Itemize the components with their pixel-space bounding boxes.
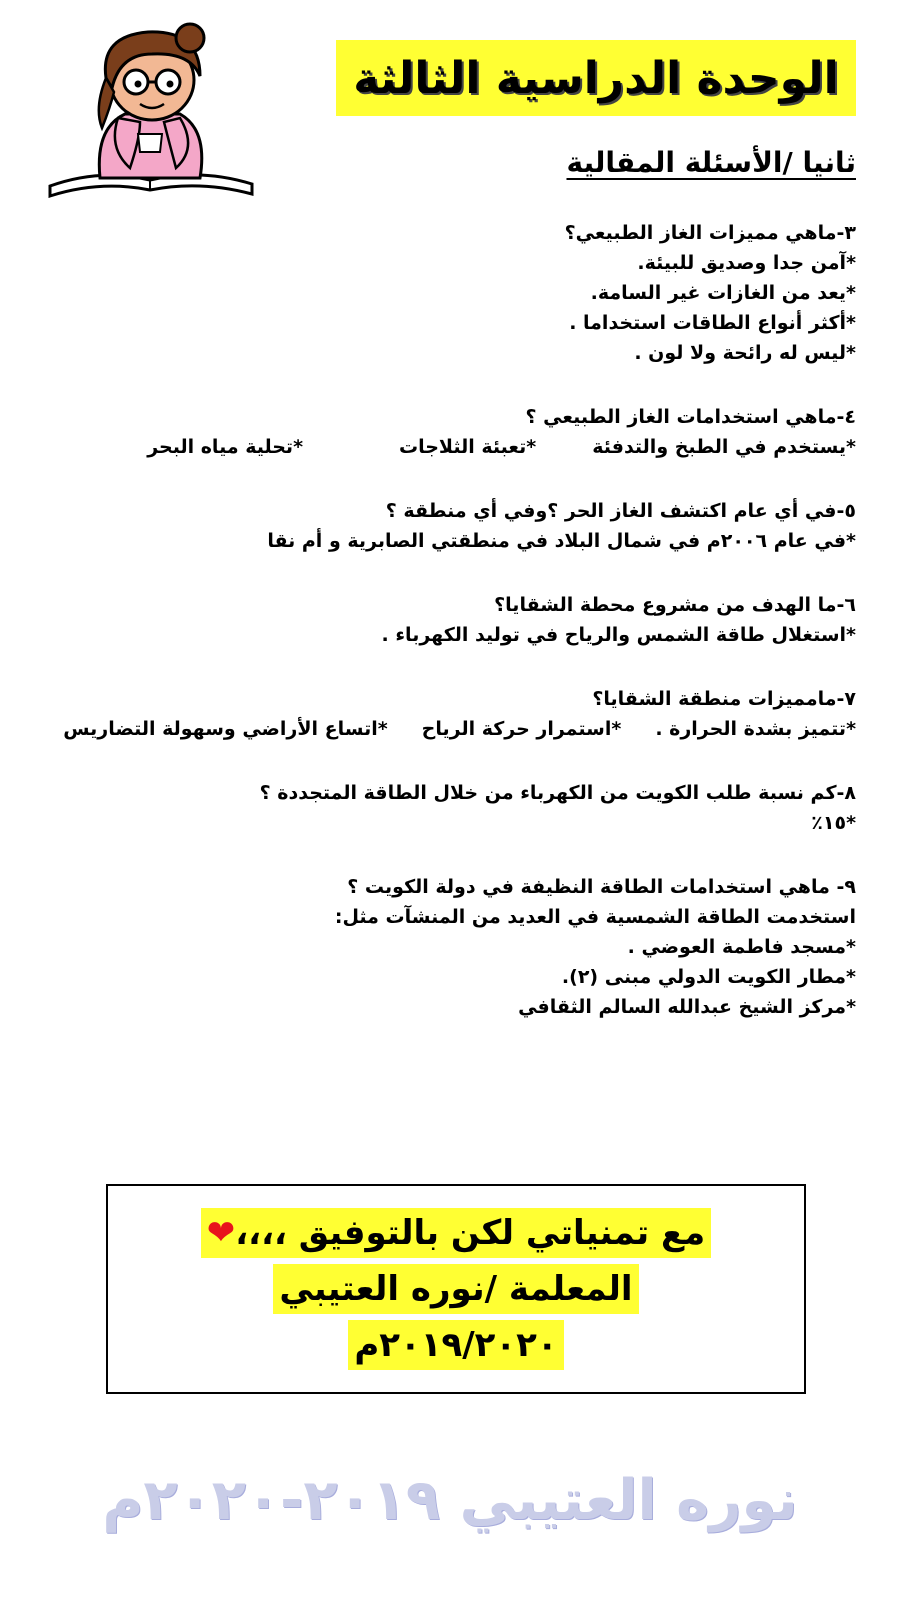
closing-wishes [201, 1208, 711, 1258]
answer-item: *ليس له رائحة ولا لون . [634, 342, 856, 364]
answer-item: *اتساع الأراضي وسهولة التضاريس [63, 718, 388, 740]
answer-item: *تعبئة الثلاجات [399, 436, 537, 458]
girl-reading-illustration [40, 18, 270, 198]
question-text: ٥-في أي عام اكتشف الغاز الحر ؟وفي أي منطقة ؟ [385, 500, 856, 522]
unit-title: الوحدة الدراسية الثالثة [353, 52, 839, 104]
closing-wishes-text: مع تمنياتي لكن بالتوفيق ،،،، [235, 1213, 706, 1253]
section-heading: ثانيا /الأسئلة المقالية [566, 146, 856, 179]
question-block-3 [36, 218, 856, 368]
question-text: ٨-كم نسبة طلب الكويت من الكهرباء من خلال الطاقة المتجددة ؟ [259, 782, 856, 804]
answer-item: *مطار الكويت الدولي مبنى (٢). [561, 966, 856, 988]
answer-item: *أكثر أنواع الطاقات استخداما . [569, 312, 856, 334]
essay-questions [36, 218, 856, 1022]
question-block-6 [36, 590, 856, 650]
answer-item: *استغلال طاقة الشمس والرياح في توليد الكهرباء . [381, 624, 856, 646]
question-block-9 [36, 872, 856, 1022]
watermark: نوره العتيبي ٢٠١٩-٢٠٢٠م [102, 1468, 798, 1533]
answer-item: *مسجد فاطمة العوضي . [627, 936, 856, 958]
answer-item: *يعد من الغازات غير السامة. [590, 282, 856, 304]
question-text: ٩- ماهي استخدامات الطاقة النظيفة في دولة الكويت ؟ [347, 876, 856, 898]
answer-item: *آمن جدا وصديق للبيئة. [637, 252, 856, 274]
question-text: ٤-ماهي استخدامات الغاز الطبيعي ؟ [525, 406, 856, 428]
answer-item: *١٥٪ [811, 812, 856, 834]
teacher-name: المعلمة /نوره العتيبي [273, 1264, 638, 1314]
answer-row [36, 714, 856, 744]
answer-intro: استخدمت الطاقة الشمسية في العديد من المنشآت مثل: [334, 906, 856, 928]
answer-item: *في عام ٢٠٠٦م في شمال البلاد في منطقتي الصابرية و أم نقا [267, 530, 856, 552]
question-block-8 [36, 778, 856, 838]
unit-title-banner [336, 40, 856, 116]
answer-item: *استمرار حركة الرياح [421, 718, 622, 740]
question-text: ٧-مامميزات منطقة الشقايا؟ [592, 688, 856, 710]
closing-box [106, 1184, 806, 1394]
question-block-5 [36, 496, 856, 556]
question-block-4 [36, 402, 856, 462]
question-block-7 [36, 684, 856, 744]
question-text: ٣-ماهي مميزات الغاز الطبيعي؟ [564, 222, 856, 244]
question-text: ٦-ما الهدف من مشروع محطة الشقايا؟ [494, 594, 856, 616]
heart-icon: ❤ [206, 1213, 236, 1253]
school-year: ٢٠١٩/٢٠٢٠م [348, 1320, 563, 1370]
answer-row [36, 432, 856, 462]
answer-item: *تحلية مياه البحر [147, 436, 304, 458]
answer-item: *يستخدم في الطبخ والتدفئة [592, 436, 856, 458]
answer-item: *مركز الشيخ عبدالله السالم الثقافي [518, 996, 856, 1018]
answer-item: *تتميز بشدة الحرارة . [655, 718, 856, 740]
